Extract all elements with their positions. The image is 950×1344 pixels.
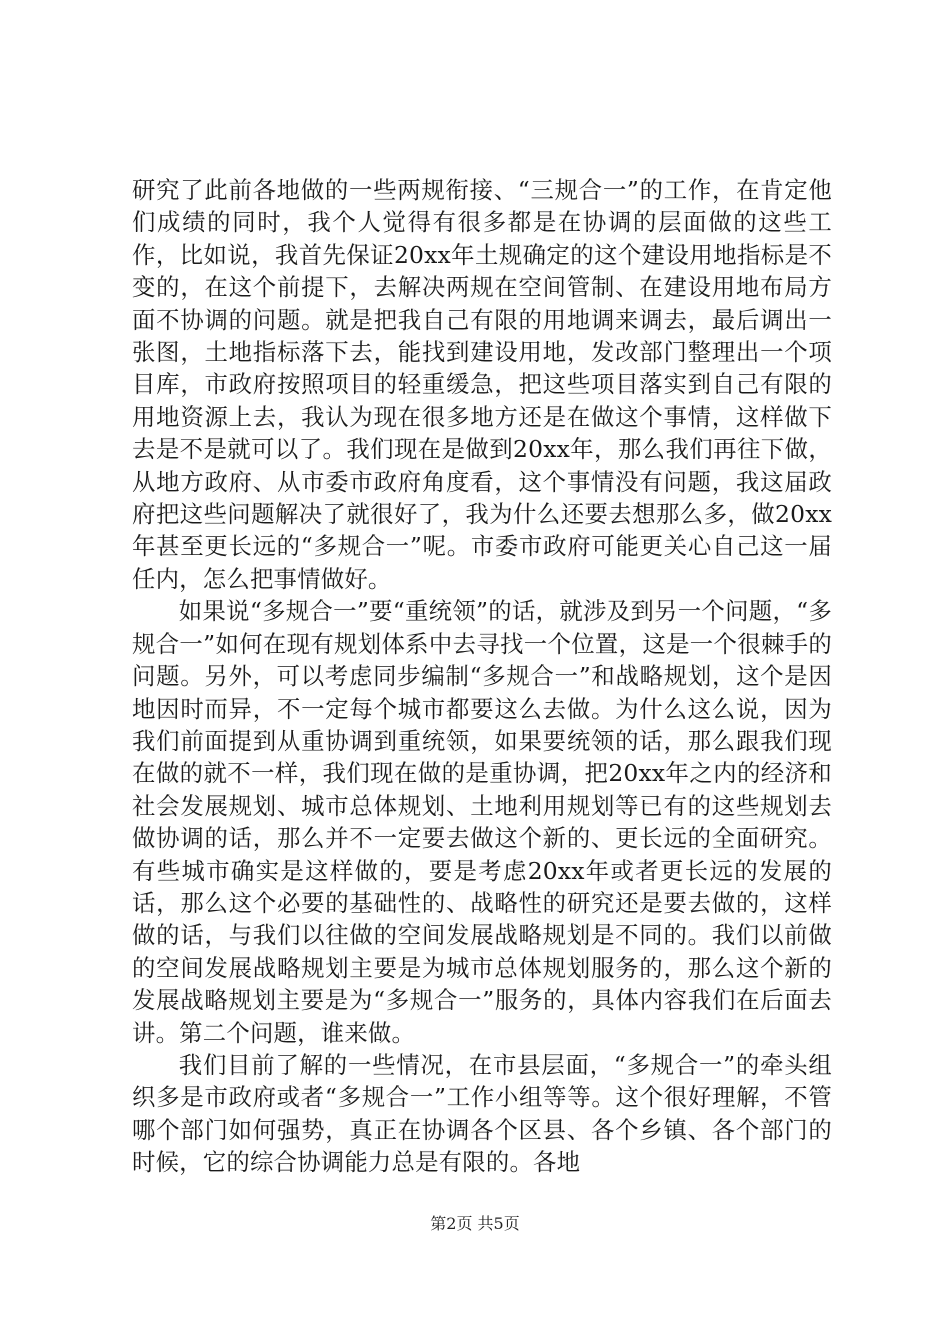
page-number-footer: 第2页 共5页 <box>430 1214 520 1233</box>
document-body <box>132 174 832 1179</box>
paragraph: 我们目前了解的一些情况，在市县层面，“多规合一”的牵头组织多是市政府或者“多规合一”工作小组等等。这个很好理解，不管哪个部门如何强势，真正在协调各个区县、各个乡镇、各个部门的时候，它的综合协调能力总是有限的。各地 <box>132 1050 832 1177</box>
paragraph: 如果说“多规合一”要“重统领”的话，就涉及到另一个问题，“多规合一”如何在现有规划体系中去寻找一个位置，这是一个很棘手的问题。另外，可以考虑同步编制“多规合一”和战略规划，这个是因地因时而异，不一定每个城市都要这么去做。为什么这么说，因为我们前面提到从重协调到重统领，如果要统领的话，那么跟我们现在做的就不一样，我们现在做的是重协调，把20xx年之内的经济和社会发展规划、城市总体规划、土地利用规划等已有的这些规划去做协调的话，那么并不一定要去做这个新的、更长远的全面研究。有些城市确实是这样做的，要是考虑20xx年或者更长远的发展的话，那么这个必要的基础性的、战略性的研究还是要去做的，这样做的话，与我们以往做的空间发展战略规划是不同的。我们以前做的空间发展战略规划主要是为城市总体规划服务的，那么这个新的发展战略规划主要是为“多规合一”服务的，具体内容我们在后面去讲。第二个问题，谁来做。 <box>132 597 832 1047</box>
paragraph-continued: 研究了此前各地做的一些两规衔接、“三规合一”的工作，在肯定他们成绩的同时，我个人觉得有很多都是在协调的层面做的这些工作，比如说，我首先保证20xx年土规确定的这个建设用地指标是不变的，在这个前提下，去解决两规在空间管制、在建设用地布局方面不协调的问题。就是把我自己有限的用地调来调去，最后调出一张图，土地指标落下去，能找到建设用地，发改部门整理出一个项目库，市政府按照项目的轻重缓急，把这些项目落实到自己有限的用地资源上去，我认为现在很多地方还是在做这个事情，这样做下去是不是就可以了。我们现在是做到20xx年，那么我们再往下做，从地方政府、从市委市政府角度看，这个事情没有问题，我这届政府把这些问题解决了就很好了，我为什么还要去想那么多，做20xx年甚至更长远的“多规合一”呢。市委市政府可能更关心自己这一届任内，怎么把事情做好。 <box>132 176 832 593</box>
